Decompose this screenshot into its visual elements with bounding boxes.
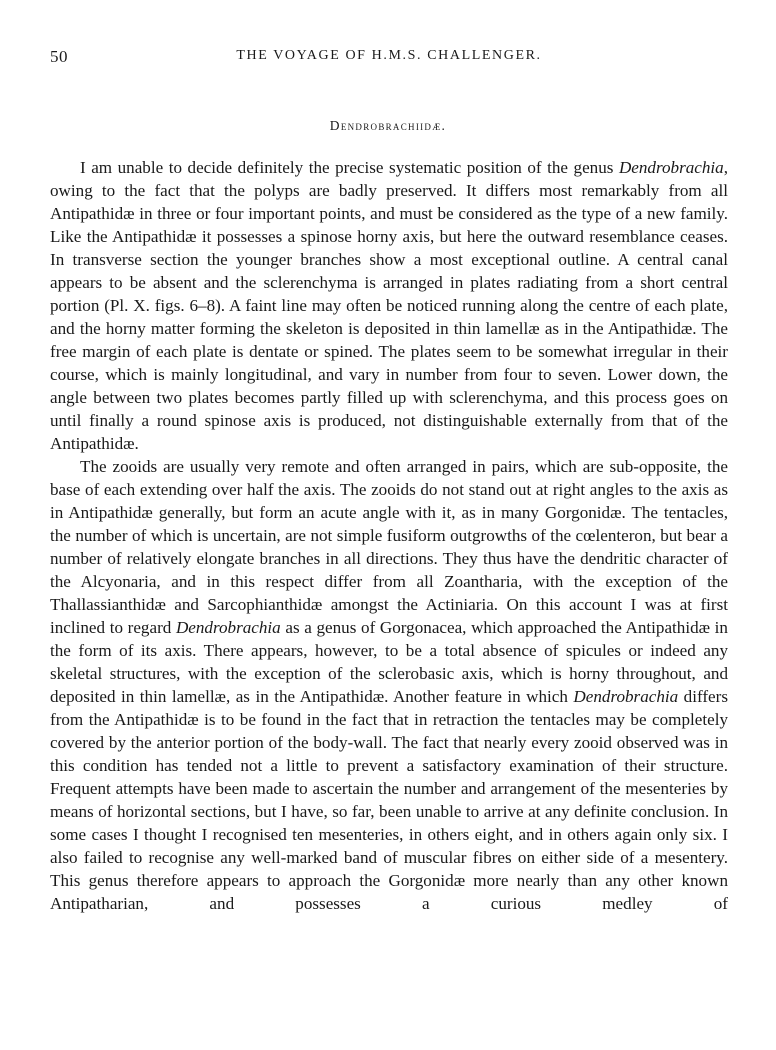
text-run: , owing to the fact that the polyps are badly preserved. It differs most remarkably from all Antipathidæ in three or four important points, and must be considered as the type of a new family. Like the Antipathidæ it possesses a spinose horny axis, but here the outward resemblance ceases. In transverse section the younger branches show a most exceptional outline. A central canal appears to be absent and the sclerenchyma is arranged in plates radiating from a short central portion (Pl. X. figs. 6–8). A faint line may often be noticed running along the centre of each plate, and the horny matter forming the skeleton is deposited in thin lamellæ as in the Antipathidæ. The free margin of each plate is dentate or spined. The plates seem to be somewhat irregular in their course, which is mainly longitudinal, and vary in number from four to seven. Lower down, the angle between two plates becomes partly filled up with sclerenchyma, and this process goes on until finally a round spinose axis is produced, not distinguishable externally from that of the Antipathidæ. bbox=[50, 158, 728, 453]
page-header bbox=[50, 47, 728, 71]
genus-name: Dendrobrachia bbox=[618, 158, 724, 177]
paragraph bbox=[50, 455, 728, 915]
section-title: Dendrobrachiidæ. bbox=[329, 118, 447, 133]
paragraph bbox=[50, 156, 728, 455]
body-text bbox=[50, 156, 728, 915]
genus-name: Dendrobrachia bbox=[573, 687, 679, 706]
page-number: 50 bbox=[50, 47, 68, 66]
running-title: THE VOYAGE OF H.M.S. CHALLENGER. bbox=[236, 48, 542, 63]
text-run: as a genus of Gorgonacea, which approached the Antipathidæ in the form of its axis. There appears, however, to be a total absence of spicules or indeed any skeletal structures, with the exception of the sclerobasic axis, which is horny throughout, and deposited in thin lamellæ, as in the Antipathidæ. Another feature in which bbox=[50, 618, 728, 706]
genus-name: Dendrobrachia bbox=[175, 618, 281, 637]
text-run: differs from the Antipathidæ is to be found in the fact that in retraction the tentacles may be completely covered by the anterior portion of the body-wall. The fact that nearly every zooid observed was in this condition has tended not a little to prevent a satisfactory examination of their structure. Frequent attempts have been made to ascertain the number and arrangement of the mesenteries by means of horizontal sections, but I have, so far, been unable to arrive at any definite conclusion. In some cases I thought I recognised ten mesenteries, in others eight, and in others again only six. I also failed to recognise any well-marked band of muscular fibres on either side of a mesentery. This genus therefore appears to approach the Gorgonidæ more nearly than any other known Antipatharian, and possesses a curious medley of bbox=[50, 687, 728, 913]
text-run: The zooids are usually very remote and often arranged in pairs, which are sub-opposite, the base of each extending over half the axis. The zooids do not stand out at right angles to the axis as in Antipathidæ generally, but form an acute angle with it, as in many Gorgonidæ. The tentacles, the number of which is uncertain, are not simple fusiform outgrowths of the cœlenteron, but bear a number of relatively elongate branches in all directions. They thus have the dendritic character of the Alcyonaria, and in this respect differ from all Zoantharia, with the exception of the Thallassianthidæ and Sarcophianthidæ amongst the Actiniaria. On this account I was at first inclined to regard bbox=[50, 457, 728, 637]
text-run: I am unable to decide definitely the precise systematic position of the genus bbox=[80, 158, 619, 177]
